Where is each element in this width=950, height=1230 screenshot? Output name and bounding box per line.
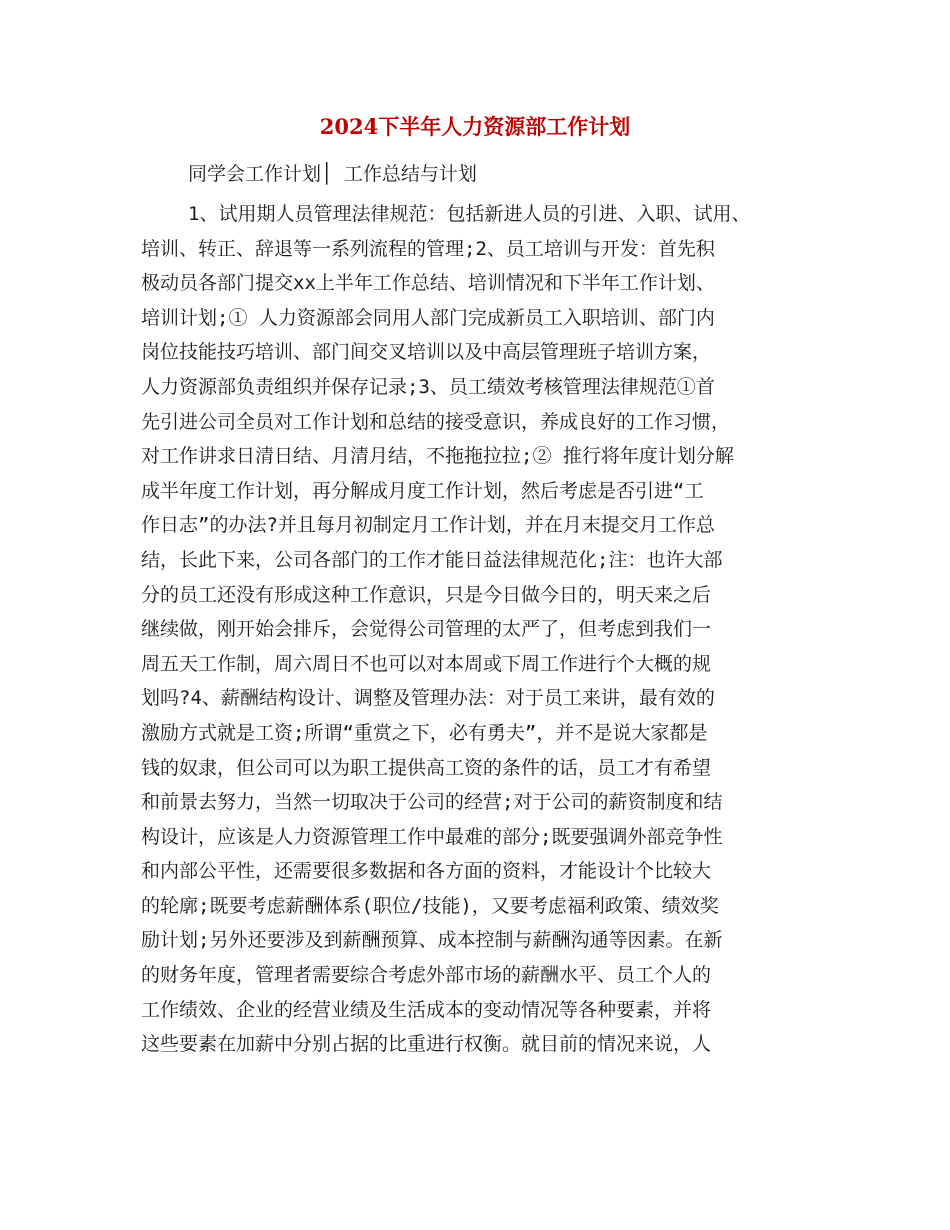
body-line: 培训计划;① 人力资源部会同用人部门完成新员工入职培训、部门内 [141, 306, 715, 329]
body-line: 作日志”的办法?并且每月初制定月工作计划，并在月末提交月工作总 [141, 514, 715, 537]
body-line: 极动员各部门提交xx上半年工作总结、培训情况和下半年工作计划、 [141, 272, 715, 295]
document-title: 2024下半年人力资源部工作计划 [319, 114, 631, 139]
body-line: 划吗?4、薪酬结构设计、调整及管理办法：对于员工来讲，最有效的 [141, 687, 715, 710]
document-body [141, 197, 841, 1062]
body-line: 和内部公平性，还需要很多数据和各方面的资料，才能设计个比较大 [141, 860, 712, 883]
body-line: 周五天工作制，周六周日不也可以对本周或下周工作进行个大概的规 [141, 652, 712, 675]
body-line: 培训、转正、辞退等一系列流程的管理;2、员工培训与开发：首先积 [141, 237, 715, 260]
body-line: 成半年度工作计划，再分解成月度工作计划，然后考虑是否引进“工 [141, 479, 704, 502]
body-line: 工作绩效、企业的经营业绩及生活成本的变动情况等各种要素，并将 [141, 998, 712, 1021]
body-line: 分的员工还没有形成这种工作意识，只是今日做今日的，明天来之后 [141, 583, 712, 606]
body-line: 对工作讲求日清日结、月清月结，不拖拖拉拉;② 推行将年度计划分解 [141, 445, 734, 468]
body-line: 继续做，刚开始会排斥，会觉得公司管理的太严了，但考虑到我们一 [141, 618, 712, 641]
body-line: 先引进公司全员对工作计划和总结的接受意识，养成良好的工作习惯， [141, 410, 731, 433]
body-line: 人力资源部负责组织并保存记录;3、员工绩效考核管理法律规范①首 [141, 375, 715, 398]
document-subtitle: 同学会工作计划│ 工作总结与计划 [188, 163, 477, 185]
body-line: 构设计，应该是人力资源管理工作中最难的部分;既要强调外部竞争性 [141, 825, 723, 848]
body-line: 钱的奴隶，但公司可以为职工提供高工资的条件的话，员工才有希望 [141, 756, 712, 779]
body-line: 1、试用期人员管理法律规范：包括新进人员的引进、入职、试用、 [188, 203, 751, 225]
body-line: 结，长此下来，公司各部门的工作才能日益法律规范化;注：也许大部 [141, 548, 723, 571]
body-line: 这些要素在加薪中分别占据的比重进行权衡。就目前的情况来说，人 [141, 1033, 712, 1056]
body-line: 的财务年度，管理者需要综合考虑外部市场的薪酬水平、员工个人的 [141, 964, 712, 987]
body-line: 岗位技能技巧培训、部门间交叉培训以及中高层管理班子培训方案， [141, 341, 712, 364]
body-line: 的轮廓;既要考虑薪酬体系(职位/技能)，又要考虑福利政策、绩效奖 [141, 894, 719, 917]
body-line: 励计划;另外还要涉及到薪酬预算、成本控制与薪酬沟通等因素。在新 [141, 929, 723, 952]
body-line: 激励方式就是工资;所谓“重赏之下，必有勇夫”，并不是说大家都是 [141, 721, 708, 744]
body-line: 和前景去努力，当然一切取决于公司的经营;对于公司的薪资制度和结 [141, 791, 723, 814]
